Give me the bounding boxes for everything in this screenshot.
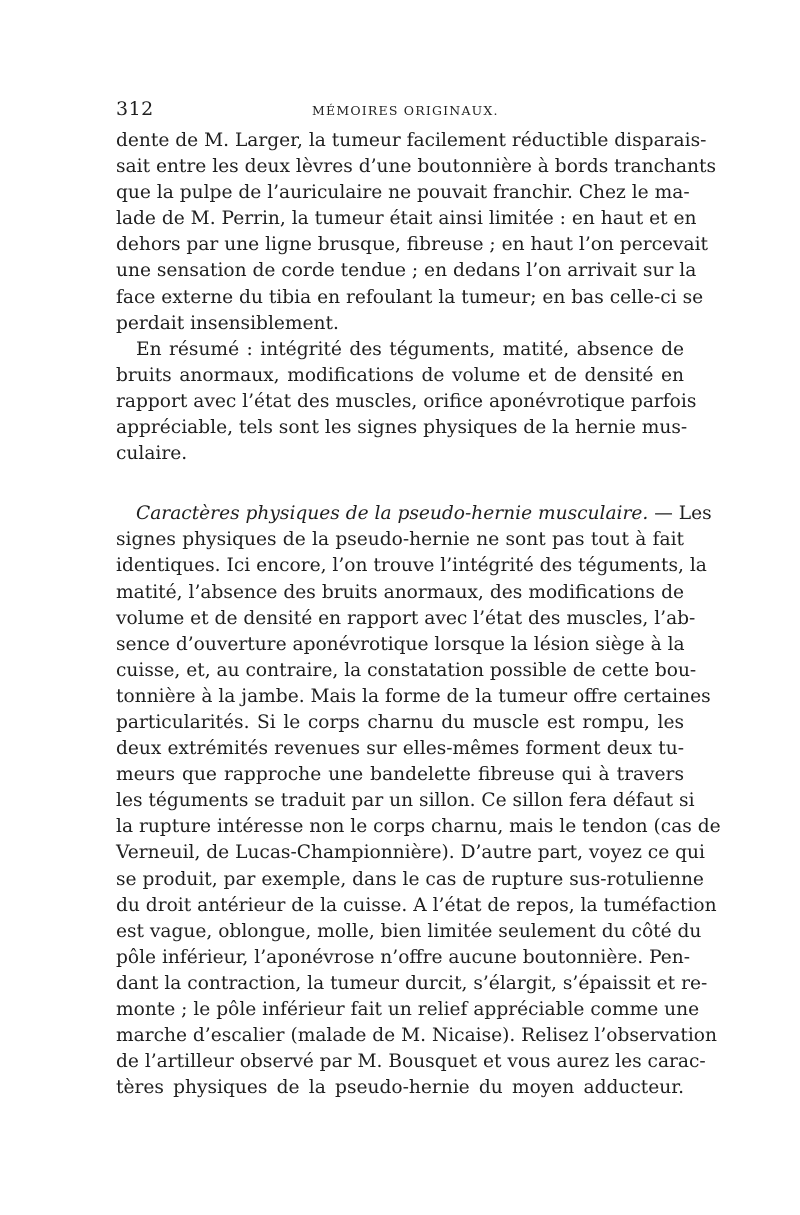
text-line: volume et de densité en rapport avec l’état des muscles, l’ab- [116,607,696,629]
text-line: dente de M. Larger, la tumeur facilement réductible disparais- [116,130,707,151]
text-line: appréciable, tels sont les signes physiques de la hernie mus- [116,417,688,439]
heading-tail: — Les [648,503,712,525]
text-line: se produit, par exemple, dans le cas de rupture sus-rotulienne [116,868,704,890]
page-header [116,98,684,128]
paragraph-spacer [116,467,684,501]
text-line: que la pulpe de l’auriculaire ne pouvait franchir. Chez le ma- [116,182,690,204]
text-line: une sensation de corde tendue ; en dedans l’on arrivait sur la [116,260,697,282]
paragraph-1 [116,128,717,337]
text-line: est vague, oblongue, molle, bien limitée seulement du côté du [116,920,702,942]
text-line: monte ; le pôle inférieur fait un relief appréciable comme une [116,999,700,1020]
text-line: tonnière à la jambe. Mais la forme de la tumeur offre certaines [116,685,711,707]
text-line: sence d’ouverture aponévrotique lorsque la lésion siège à la [116,633,685,655]
text-line: les téguments se traduit par un sillon. Ce sillon fera défaut si [116,790,695,812]
page-number: 312 [116,98,154,120]
text-line: identiques. Ici encore, l’on trouve l’intégrité des téguments, la [116,555,707,577]
text-line: la rupture intéresse non le corps charnu, mais le tendon (cas de [116,816,721,838]
body-text [116,128,721,1101]
text-line: rapport avec l’état des muscles, orifice aponévrotique parfois [116,390,697,412]
text-line: deux extrémités revenues sur elles-mêmes forment deux tu- [116,738,684,760]
text-line: matité, l’absence des bruits anormaux, des modifications de [116,581,684,603]
text-line: En résumé : intégrité des téguments, matité, absence de [136,338,684,360]
text-line: particularités. Si le corps charnu du muscle est rompu, les [116,711,684,733]
text-line: lade de M. Perrin, la tumeur était ainsi limitée : en haut et en [116,208,697,230]
paragraph-2 [116,337,697,467]
text-line: dehors par une ligne brusque, fibreuse ; en haut l’on percevait [116,234,709,256]
text-line: dant la contraction, la tumeur durcit, s’élargit, s’épaissit et re- [116,972,708,994]
text-line: sait entre les deux lèvres d’une boutonnière à bords tranchants [116,156,717,178]
running-head: MÉMOIRES ORIGINAUX. [312,103,499,118]
text-line: signes physiques de la pseudo-hernie ne sont pas tout à fait [116,529,684,551]
text-line: de l’artilleur observé par M. Bousquet et vous aurez les carac- [116,1051,706,1073]
text-line: du droit antérieur de la cuisse. A l’état de repos, la tuméfaction [116,894,717,916]
text-line: meurs que rapproche une bandelette fibreuse qui à travers [116,764,684,786]
text-line: culaire. [116,443,188,465]
text-line: tères physiques de la pseudo-hernie du moyen adducteur. [116,1077,684,1099]
text-line: pôle inférieur, l’aponévrose n’offre aucune boutonnière. Pen- [116,946,691,968]
text-line: perdait insensiblement. [116,312,339,334]
text-line: Verneuil, de Lucas-Championnière). D’autre part, voyez ce qui [116,842,705,864]
section-heading-line [116,501,712,527]
paragraph-3 [116,501,721,1101]
text-line: marche d’escalier (malade de M. Nicaise). Relisez l’observation [116,1025,717,1047]
text-line: bruits anormaux, modifications de volume et de densité en [116,364,684,386]
text-line: face externe du tibia en refoulant la tumeur; en bas celle-ci se [116,286,704,308]
section-heading: Caractères physiques de la pseudo-hernie musculaire. [136,503,649,525]
text-line: cuisse, et, au contraire, la constatation possible de cette bou- [116,659,697,681]
